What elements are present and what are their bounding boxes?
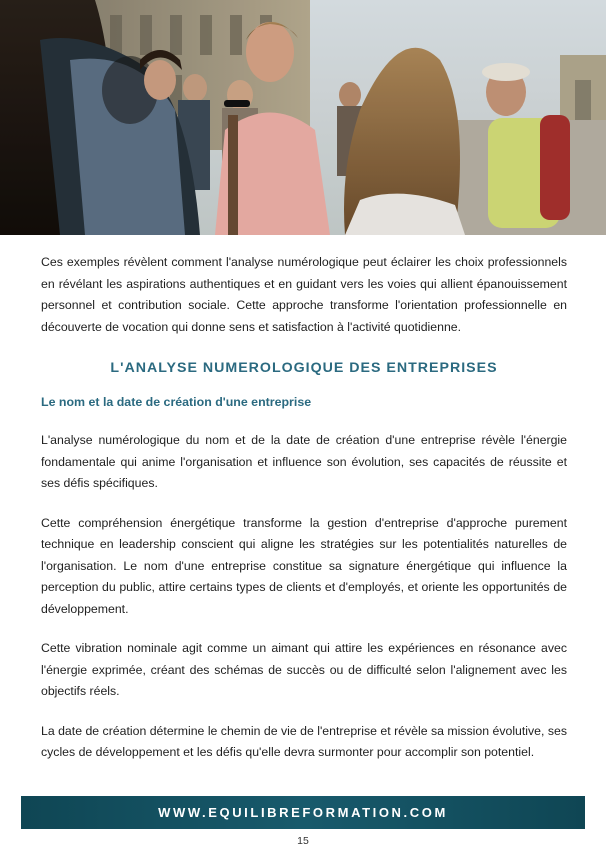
body-paragraph: Cette vibration nominale agit comme un aimant qui attire les expériences en résonance avec l'énergie exprimée, créant des schémas de succès ou de difficulté selon l'alignement avec les objectifs réels.: [41, 641, 567, 698]
body-paragraph: La date de création détermine le chemin de vie de l'entreprise et révèle sa mission évolutive, ses cycles de développement et les défis qu'elle devra surmonter pour accomplir son potentiel.: [41, 723, 567, 759]
website-link[interactable]: WWW.EQUILIBREFORMATION.COM: [158, 805, 448, 820]
crowd-photo-illustration: [0, 0, 606, 235]
intro-paragraph: Ces exemples révèlent comment l'analyse numérologique peut éclairer les choix professionnels en révélant les aspirations authentiques et en guidant vers les voies qui allient épanouissement personnel et contribution sociale. Cette approche transforme l'orientation professionnelle en découverte de vocation qui donne sens et satisfaction à l'activité quotidienne.: [41, 255, 567, 334]
body-paragraph: L'analyse numérologique du nom et de la date de création d'une entreprise révèle l'énergie fondamentale qui anime l'organisation et influence son évolution, ses capacités de réussite et ses défis spécifiques.: [41, 433, 567, 490]
section-subtitle: Le nom et la date de création d'une entreprise: [41, 395, 312, 409]
hero-photo: [0, 0, 606, 235]
body-paragraph: Cette compréhension énergétique transforme la gestion d'entreprise d'approche purement technique en leadership conscient qui aligne les stratégies sur les potentialités naturelles de l'organisation. Le nom d'une entreprise constitue sa signature énergétique qui influence la perception du public, attire certains types de clients et d'employés, et oriente les opportunités de développement.: [41, 515, 567, 616]
page-content: [41, 252, 567, 764]
page-number: 15: [297, 835, 309, 847]
footer-banner: [21, 796, 585, 829]
section-title: L'ANALYSE NUMEROLOGIQUE DES ENTREPRISES: [110, 360, 498, 376]
